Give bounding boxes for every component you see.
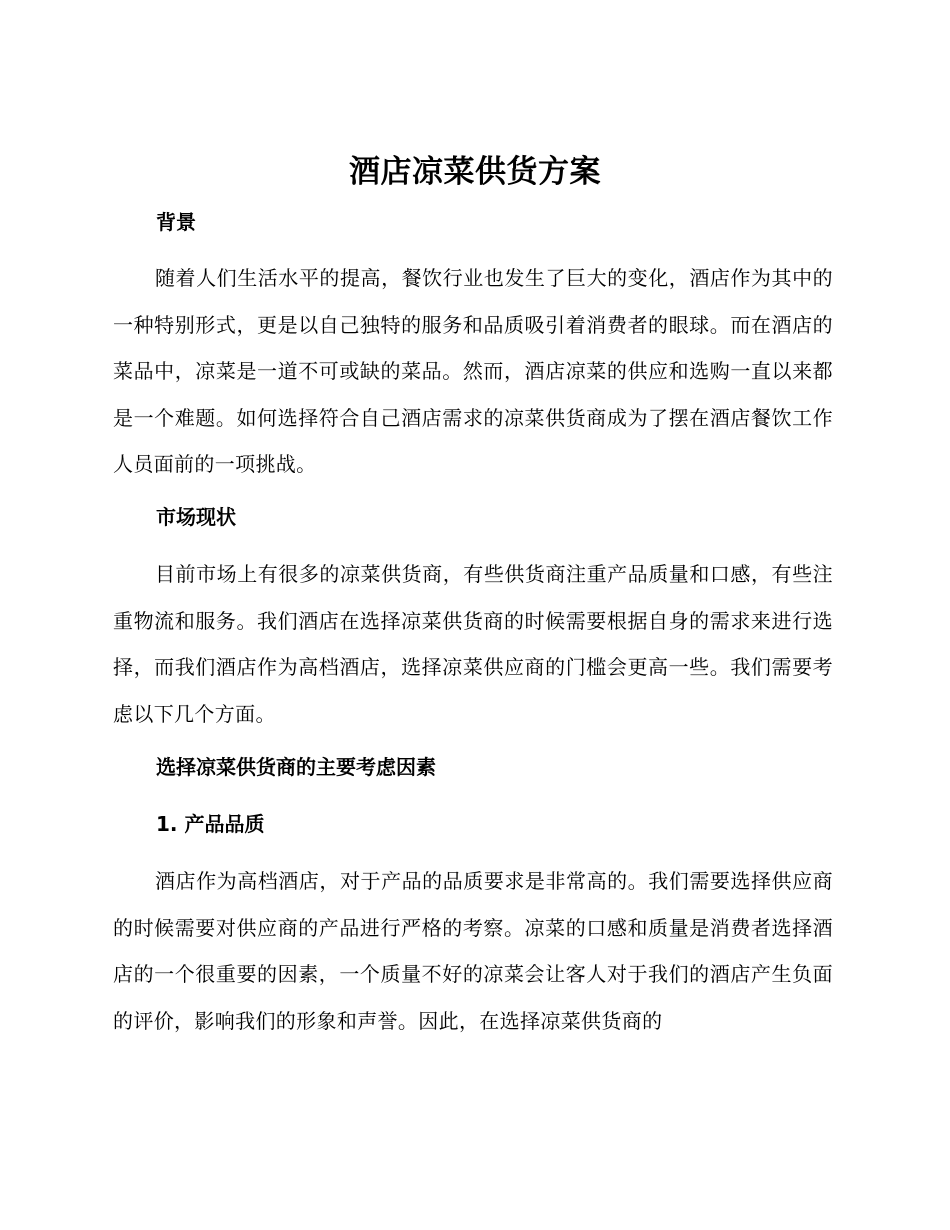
document-title: 酒店凉菜供货方案 bbox=[349, 154, 601, 190]
paragraph-quality: 酒店作为高档酒店，对于产品的品质要求是非常高的。我们需要选择供应商的时候需要对供应商的产品进行严格的考察。凉菜的口感和质量是消费者选择酒店的一个很重要的因素，一个质量不好的凉菜会让客人对于我们的酒店产生负面的评价，影响我们的形象和声誉。因此，在选择凉菜供货商的 bbox=[113, 869, 833, 1033]
paragraph-market: 目前市场上有很多的凉菜供货商，有些供货商注重产品质量和口感，有些注重物流和服务。我们酒店在选择凉菜供货商的时候需要根据自身的需求来进行选择，而我们酒店作为高档酒店，选择凉菜供应商的门槛会更高一些。我们需要考虑以下几个方面。 bbox=[113, 562, 833, 726]
section-heading-background: 背景 bbox=[156, 210, 196, 234]
section-heading-factors: 选择凉菜供货商的主要考虑因素 bbox=[156, 755, 436, 779]
section-heading-market: 市场现状 bbox=[156, 505, 236, 529]
subsection-heading-quality: 1. 产品品质 bbox=[156, 812, 265, 836]
paragraph-background: 随着人们生活水平的提高，餐饮行业也发生了巨大的变化，酒店作为其中的一种特别形式，更是以自己独特的服务和品质吸引着消费者的眼球。而在酒店的菜品中，凉菜是一道不可或缺的菜品。然而，酒店凉菜的供应和选购一直以来都是一个难题。如何选择符合自己酒店需求的凉菜供货商成为了摆在酒店餐饮工作人员面前的一项挑战。 bbox=[113, 266, 833, 476]
